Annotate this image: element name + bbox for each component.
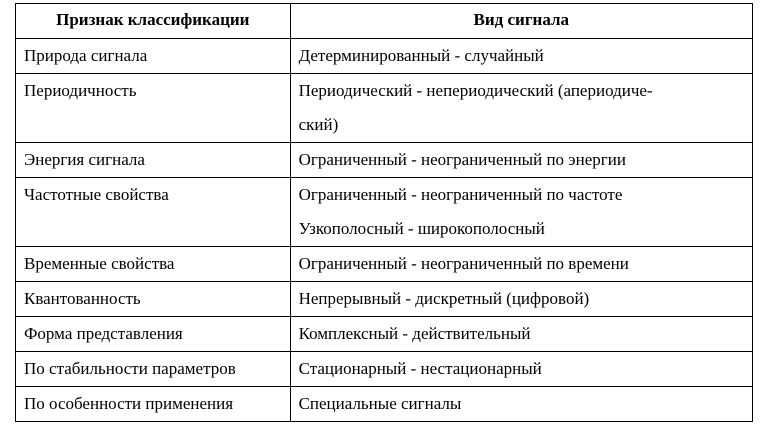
feature-cell: По особенности применения [16,387,291,422]
feature-cell: По стабильности параметров [16,352,291,387]
signal-type-line: Комплексный - действительный [298,324,531,343]
signal-type-line: Стационарный - нестационарный [298,359,542,378]
feature-cell: Энергия сигнала [16,143,291,178]
table-row [16,178,753,247]
signal-type-cell [290,178,752,247]
signal-type-line: Узкополосный - широкополосный [298,219,545,238]
signal-classification-table [15,3,753,422]
table-row [16,282,753,317]
table-row [16,317,753,352]
signal-type-line: Ограниченный - неограниченный по энергии [298,150,626,169]
table-row [16,74,753,143]
table-row [16,39,753,74]
signal-type-cell [290,317,752,352]
signal-type-line: Периодический - непериодический (апериодиче- [298,81,653,100]
signal-type-cell [290,282,752,317]
signal-type-line: Непрерывный - дискретный (цифровой) [298,289,590,308]
signal-type-line: Ограниченный - неограниченный по времени [298,254,629,273]
header-signal-type: Вид сигнала [290,4,752,39]
feature-cell: Периодичность [16,74,291,143]
feature-cell: Временные свойства [16,247,291,282]
feature-cell: Квантованность [16,282,291,317]
feature-cell: Частотные свойства [16,178,291,247]
signal-type-cell [290,352,752,387]
signal-type-cell [290,74,752,143]
feature-cell: Форма представления [16,317,291,352]
signal-type-line: Детерминированный - случайный [298,46,544,65]
header-feature: Признак классификации [16,4,291,39]
feature-cell: Природа сигнала [16,39,291,74]
table-header-row [16,4,753,39]
signal-type-cell [290,39,752,74]
signal-type-line: ский) [298,115,339,134]
table-row [16,143,753,178]
signal-type-cell [290,387,752,422]
signal-type-line: Ограниченный - неограниченный по частоте [298,185,623,204]
table-row [16,387,753,422]
table-row [16,247,753,282]
table-row [16,352,753,387]
signal-type-cell [290,143,752,178]
signal-type-line: Специальные сигналы [298,394,462,413]
signal-type-cell [290,247,752,282]
